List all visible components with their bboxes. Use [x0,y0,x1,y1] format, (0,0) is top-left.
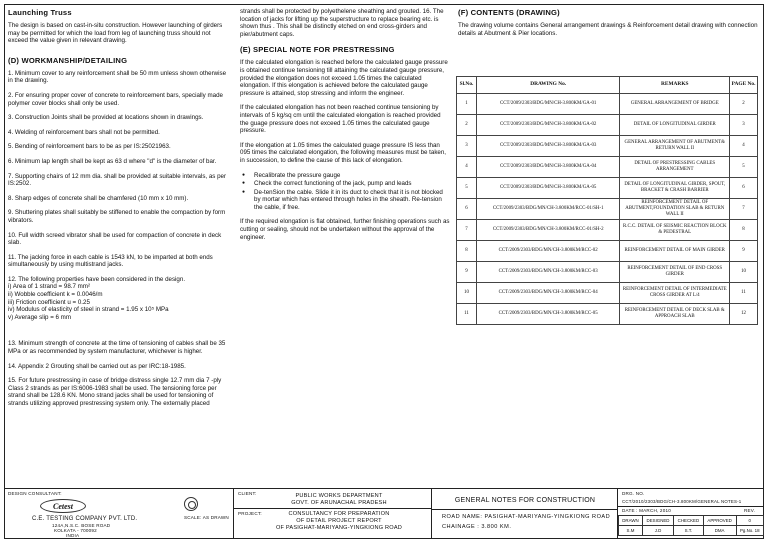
note-item-13: 13. Minimum strength of concrete at the time of tensioning of cables shall be 35 MPa or as recommended by system manufacturer, whichever is higher. [8,340,226,356]
header-slno: Sl.No. [457,77,477,94]
row-page: 5 [730,157,758,178]
row-remarks: DETAIL OF LONGITUDINAL GIRDER, SPOUT, BRACKET & CRASH BARRIER [620,178,730,199]
table-row [457,94,758,115]
measure-item: ● Check the correct functioning of the jack, pump and leads [240,180,450,188]
contents-text: The drawing volume contains General arrangement drawings & Reinforcement detail drawing with connection details at Abutment & Pier locations. [458,22,758,37]
row-remarks: R.C.C. DETAIL OF SEISMIC REACTION BLOCK & PEDESTRAL [620,220,730,241]
launching-truss-heading: Launching Truss [8,8,72,17]
table-row [457,199,758,220]
row-page: 2 [730,94,758,115]
row-sl: 7 [457,220,477,241]
header-remarks: REMARKS [620,77,730,94]
contents-heading: (F) CONTENTS (DRAWING) [458,8,560,17]
design-properties [8,276,228,322]
row-remarks: REINFORCEMENT DETAIL OF DECK SLAB & APPROACH SLAB [620,304,730,325]
table-row [457,304,758,325]
row-dwg: CCT/2009/2303/BDG/MN/CH-3.800KM/GA-03 [476,136,619,157]
client-divider [234,508,431,509]
consultant-cell [4,489,234,539]
row-remarks: DETAIL OF LONGITUDINAL GIRDER [620,115,730,136]
chainage: CHAINAGE : 3.800 KM. [442,524,512,530]
notes-column-left [8,8,228,415]
approved-by: DMA [703,526,736,536]
drawing-date: DATE : MARCH, 2010 [622,508,671,513]
special-para-3: If the elongation at 1.05 times the calculated guage pressure IS less than 095 times the calculated elongation, the following measures must be taken, in succession, to define the cause of this lack of elongation. [240,141,447,164]
company-logo: Cetest [40,499,86,513]
table-header-row [457,77,758,94]
table-row [457,157,758,178]
drawing-contents-table [456,76,758,325]
table-row [457,262,758,283]
company-address-2: KOLKATA - 700092 [54,528,97,533]
row-page: 12 [730,304,758,325]
note-item: 2. For ensuring proper cover of concrete to reinforcement bars, specially made polymer cover blocks shall only be used. [8,91,223,107]
note-item: 4. Welding of reinforcement bars shall not be permitted. [8,128,160,136]
row-dwg: CCT/2009/2303/BDG/MN/CH-3.800KM/GA-04 [476,157,619,178]
row-remarks: REINFORCEMENT DETAIL OF MAIN GIRDER [620,241,730,262]
designed-label: DESIGNED [642,516,673,526]
row-page: 9 [730,241,758,262]
company-address-3: INDIA [66,533,80,538]
drawing-no: CCT/2010/2303/BDG/CH-3.800KM/GENERAL NOTES-1 [622,499,742,504]
row-remarks: DETAIL OF PRESTRESSING CABLES ARRANGEMENT [620,157,730,178]
property-line: iv) Modulus of elasticity of steel in strand = 1.95 x 10⁵ MPa [8,306,169,314]
table-row [457,241,758,262]
note-item: 7. Supporting chairs of 12 mm dia. shall be provided at suitable intervals, as per IS:2502. [8,172,227,188]
checked-label: CHECKED [674,516,704,526]
note-item: 1. Minimum cover to any reinforcement shall be 50 mm unless shown otherwise in the drawing. [8,69,227,85]
scale-label: SCALE: AS DRAWN [184,515,229,520]
row-dwg: CCT/2009/2303/BDG/MN/CH-3.800KM/RCC-02 [476,241,619,262]
row-page: 11 [730,283,758,304]
row-sl: 4 [457,157,477,178]
property-line: iii) Friction coefficient u = 0.25 [8,298,90,306]
note-item: 9. Shuttering plates shall suitably be stiffened to enable the compaction by form vibrators. [8,209,226,224]
row-remarks: GENERAL ARRANGEMENT OF BRIDGE [620,94,730,115]
row-dwg: CCT/2009/2303/BDG/MN/CH-3.800KM/RCC-01/SH-1 [476,199,619,220]
rev-label: REV. [744,508,756,513]
design-consultant-label: DESIGN CONSULTANT: [8,491,62,496]
notes-column-middle [240,8,450,248]
drawing-no-label: DRG. NO. [622,491,645,496]
table-row [457,220,758,241]
row-dwg: CCT/2009/2303/BDG/MN/CH-3.800KM/RCC-05 [476,304,619,325]
row-page: 3 [730,115,758,136]
row-page: 4 [730,136,758,157]
measures-list [240,172,450,212]
approval-grid [618,515,764,536]
company-seal-icon [184,497,198,511]
info-divider [618,506,764,507]
row-page: 8 [730,220,758,241]
workmanship-heading: (D) WORKMANSHIP/DETAILING [8,55,128,65]
page-number: Pg.No. 18 [736,526,763,536]
drawn-label: DRAWN [619,516,643,526]
row-remarks: REINFORCEMENT DETAIL OF ABUTMENT,FOUNDATION SLAB & RETURN WALL II [620,199,730,220]
company-name: C.E. TESTING COMPANY PVT. LTD. [32,516,138,522]
drawing-info-cell [618,489,764,539]
row-dwg: CCT/2009/2303/BDG/MN/CH-3.800KM/GA-01 [476,94,619,115]
row-dwg: CCT/2009/2303/BDG/MN/CH-3.800KM/RCC-01/SH-2 [476,220,619,241]
client-label: CLIENT: [238,491,257,496]
property-line: v) Average slip = 6 mm [8,313,71,321]
properties-intro: 12. The following properties have been considered in the design. [8,275,186,283]
note-item: 5. Bending of reinforcement bars to be as per IS:25021963. [8,143,171,151]
project-line-1: CONSULTANCY FOR PREPARATION [288,511,390,517]
header-page-no: PAGE No. [730,77,758,94]
table-row [457,136,758,157]
contents-column [458,8,758,44]
note-item-14: 14. Appendix 2 Grouting shall be carried out as per IRC:18-1985. [8,362,186,370]
checked-by: S.T. [674,526,704,536]
note-item-15: 15. For future prestressing in case of bridge distress single 12.7 mm dia 7 -ply Class 2 strands as per IS:6006-1983 shall be used. The tensioning force per strand shall be 128.6 KN. Mono strand jacks shall be used for tensioning of strands utilizing approved prestressing system only. The externally placed [8,377,222,407]
header-drawing-no: DRAWING No. [476,77,619,94]
row-dwg: CCT/2009/2303/BDG/MN/CH-3.800KM/GA-05 [476,178,619,199]
table-row [457,283,758,304]
rev-value: 0 [736,516,763,526]
row-dwg: CCT/2009/2303/BDG/MN/CH-3.800KM/GA-02 [476,115,619,136]
row-sl: 9 [457,262,477,283]
measure-item: ● Recalibrate the pressure gauge [240,172,450,180]
row-sl: 2 [457,115,477,136]
row-sl: 10 [457,283,477,304]
note-item: 6. Minimum lap length shall be kept as 63 d where "d" is the diameter of bar. [8,157,217,165]
row-sl: 3 [457,136,477,157]
note-item: 3. Construction Joints shall be provided at locations shown in drawings. [8,114,204,122]
row-sl: 1 [457,94,477,115]
strands-continued-text: strands shall be protected by polyethelene sheathing and grouted. 16. The location of jacks for lifting up the superstructure to replace bearing etc. is shown thus . This shall be distinctly etched on end cross-girders and pier/abutment caps. [240,8,444,38]
row-sl: 6 [457,199,477,220]
project-label: PROJECT: [238,511,262,516]
row-page: 6 [730,178,758,199]
approved-label: APPROVED [703,516,736,526]
row-sl: 11 [457,304,477,325]
row-dwg: CCT/2009/2303/BDG/MN/CH-3.800KM/RCC-04 [476,283,619,304]
project-line-2: OF DETAIL PROJECT REPORT [296,518,382,524]
row-page: 7 [730,199,758,220]
client-project-cell [234,489,432,539]
row-remarks: GENERAL ARRANGEMENT OF ABUTMENT& RETURN WALL II [620,136,730,157]
special-para-1: If the calculated elongation is reached before the calculated gauge pressure is obtained continue tensioning till attaining the calculated gauge pressure, provided the elongation does not exceed 1.05 times the calculated elongation. If this elongation is achieved before the calculated gauge pressure is attained, stop stressing and inform the engineer. [240,59,448,97]
property-line: ii) Wobble coefficient k = 0.0046/m [8,291,103,299]
drawn-by: S.M [619,526,643,536]
property-line: i) Area of 1 strand = 98.7 mm² [8,283,91,291]
drawing-title-cell [432,489,618,539]
row-dwg: CCT/2009/2303/BDG/MN/CH-3.800KM/RCC-03 [476,262,619,283]
designed-by: J.D [642,526,673,536]
title-block [4,488,764,539]
measure-item: ● De-tenSion the cable. Slide it in its duct to check that it is not blocked by mortar which has entered through holes in the sheath. Re-tension the cable, if free. [240,189,450,212]
drawing-title: GENERAL NOTES FOR CONSTRUCTION [454,497,596,504]
special-para-4: If the required elongation is flat obtained, further finishing operations such as cutting or sealing, should not be undertaken without the approval of the engineer. [240,218,450,241]
table-row [457,178,758,199]
row-remarks: REINFORCEMENT DETAIL OF END CROSS GIRDER [620,262,730,283]
note-item: 10. Full width screed vibrator shall be used for compaction of concrete in deck slab. [8,231,222,247]
road-name: ROAD NAME: PASIGHAT-MARIYANG-YINGKIONG ROAD [442,514,611,520]
company-address-1: 124A,N.S.C. BOSE ROAD [52,523,111,528]
client-line-2: GOVT. OF ARUNACHAL PRADESH [291,500,387,506]
row-remarks: REINFORCEMENT DETAIL OF INTERMEDIATE CROSS GIRDER AT L/4 [620,283,730,304]
client-line-1: PUBLIC WORKS DEPARTMENT [295,493,383,499]
note-item-11: 11. The jacking force in each cable is 1543 kN, to be imparted at both ends simultaneously by using multistrand jacks. [8,253,213,269]
note-item: 8. Sharp edges of concrete shall be chamfered (10 mm x 10 mm). [8,194,189,202]
table-row [457,115,758,136]
row-page: 10 [730,262,758,283]
special-note-heading: (E) SPECIAL NOTE FOR PRESTRESSING [240,45,395,55]
project-line-3: OF PASIGHAT-MARIYANG-YINGKIONG ROAD [275,525,403,531]
row-sl: 5 [457,178,477,199]
special-para-2: If the calculated elongation has not been reached continue tensioning by intervals of 5 kg/sq cm until the calculated elongation is reached provided the guage pressure does not exceed 1.05 times the calculated gauge pressure. [240,104,441,135]
row-sl: 8 [457,241,477,262]
title-divider [432,509,617,510]
launching-truss-text: The design is based on cast-in-situ construction. However launching of girders may be permitted for which the load from leg of launching truss should not exceed the value given in relevant drawing. [8,22,223,45]
